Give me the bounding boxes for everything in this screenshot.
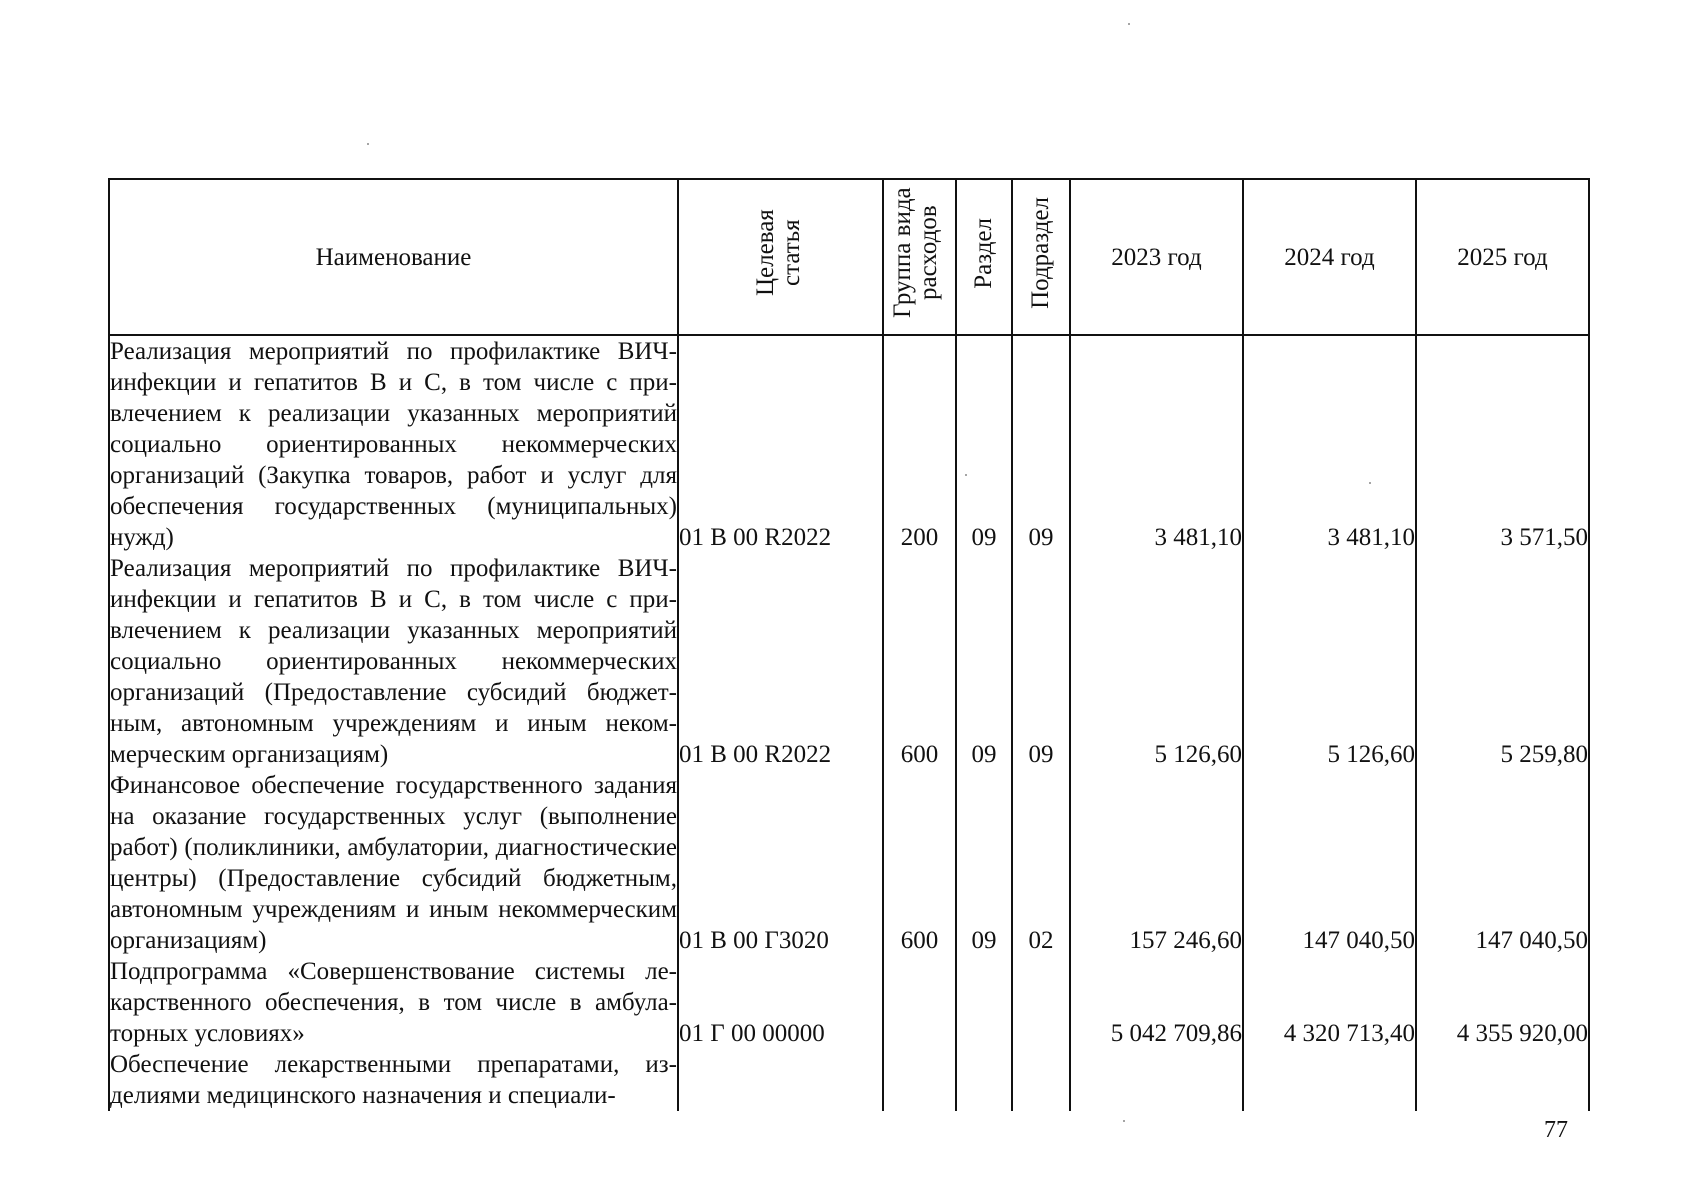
budget-table [108, 178, 1590, 1111]
scan-speck [1369, 482, 1371, 484]
row-target: 01 В 00 R2022 [678, 335, 883, 553]
row-group [883, 1049, 956, 1111]
row-target: 01 Г 00 00000 [678, 956, 883, 1049]
row-2023 [1070, 1049, 1243, 1111]
table-row [109, 553, 1589, 770]
table-row [109, 335, 1589, 553]
scan-speck [367, 143, 369, 145]
scan-speck [1123, 1120, 1125, 1122]
row-name: Реализация мероприятий по профилактике ВИЧ-инфекции и гепатитов В и С, в том числе с привлечением к реализации указанных мероприятий социально ориентированных некоммерческих организаций (Предоставление субсидий бюджетным, автономным учреждениям и иным некоммерческим организациям) [110, 555, 677, 768]
row-subsection: 02 [1012, 770, 1070, 956]
table-row [109, 956, 1589, 1049]
row-2023: 5 126,60 [1070, 553, 1243, 770]
row-section: 09 [956, 335, 1012, 553]
row-2024: 5 126,60 [1243, 553, 1416, 770]
header-group: Группа вида расходов [883, 179, 956, 335]
header-2024: 2024 год [1243, 179, 1416, 335]
row-2025: 147 040,50 [1416, 770, 1589, 956]
row-target [678, 1049, 883, 1111]
row-target: 01 В 00 Г3020 [678, 770, 883, 956]
header-name: Наименование [109, 179, 678, 335]
row-2024: 3 481,10 [1243, 335, 1416, 553]
row-section: 09 [956, 553, 1012, 770]
row-section [956, 956, 1012, 1049]
row-2023: 5 042 709,86 [1070, 956, 1243, 1049]
table-header-row [109, 179, 1589, 335]
row-group: 600 [883, 770, 956, 956]
scan-speck [965, 474, 967, 476]
row-subsection: 09 [1012, 553, 1070, 770]
row-name: Финансовое обеспечение государственного задания на оказание государственных услуг (выполнение работ) (поликлиники, амбулатории, диагностические центры) (Предоставление субсидий бюджетным, автономным учреждениям и иным некоммерческим организациям) [110, 772, 677, 954]
row-group [883, 956, 956, 1049]
scan-speck [1128, 23, 1130, 25]
row-target: 01 В 00 R2022 [678, 553, 883, 770]
row-group: 200 [883, 335, 956, 553]
row-section: 09 [956, 770, 1012, 956]
row-2024: 147 040,50 [1243, 770, 1416, 956]
row-group: 600 [883, 553, 956, 770]
row-name [109, 1049, 678, 1111]
row-name-text: Обеспечение лекарственными препаратами, изделиями медицинского назначения и специали- [110, 1051, 677, 1109]
header-subsection: Подраздел [1012, 179, 1070, 335]
row-2025: 4 355 920,00 [1416, 956, 1589, 1049]
header-2025: 2025 год [1416, 179, 1589, 335]
page-number: 77 [1544, 1117, 1568, 1143]
row-subsection [1012, 1049, 1070, 1111]
row-subsection: 09 [1012, 335, 1070, 553]
row-2025: 3 571,50 [1416, 335, 1589, 553]
header-target: Целевая статья [678, 179, 883, 335]
row-section [956, 1049, 1012, 1111]
row-subsection [1012, 956, 1070, 1049]
row-name: Подпрограмма «Совершенствование системы лекарственного обеспечения, в том числе в амбулаторных условиях» [110, 958, 677, 1047]
row-2023: 3 481,10 [1070, 335, 1243, 553]
row-2024 [1243, 1049, 1416, 1111]
row-2025: 5 259,80 [1416, 553, 1589, 770]
row-2023: 157 246,60 [1070, 770, 1243, 956]
header-2023: 2023 год [1070, 179, 1243, 335]
header-section: Раздел [956, 179, 1012, 335]
row-name: Реализация мероприятий по профилактике ВИЧ-инфекции и гепатитов В и С, в том числе с привлечением к реализации указанных мероприятий социально ориентированных некоммерческих организаций (Закупка товаров, работ и услуг для обеспечения государственных (муниципальных) нужд) [109, 335, 678, 553]
row-2024: 4 320 713,40 [1243, 956, 1416, 1049]
table-row [109, 770, 1589, 956]
table-row [109, 1049, 1589, 1111]
row-2025 [1416, 1049, 1589, 1111]
